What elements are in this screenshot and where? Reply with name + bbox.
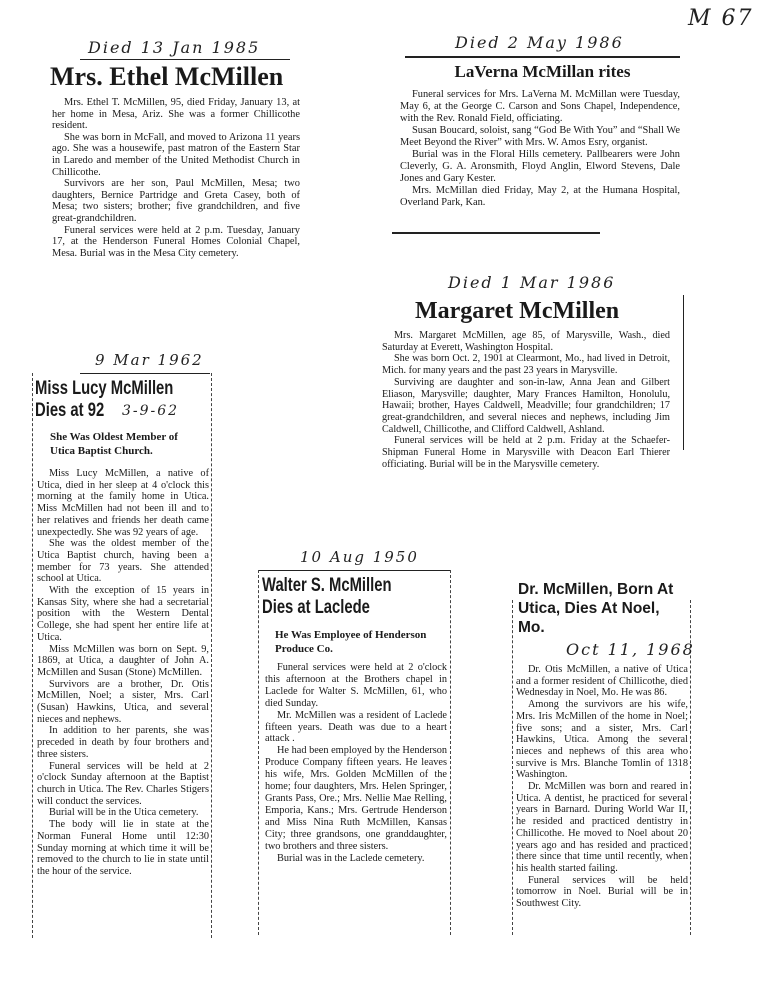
handwritten-date: Oct 11, 1968 bbox=[566, 640, 695, 659]
obituary-title: Mrs. Ethel McMillen bbox=[50, 62, 284, 91]
paragraph: Surviving are daughter and son-in-law, Anna Jean and Gilbert Eliason, Marysville; daughter, Mary Frances Hamilton, Honolulu, Hawaii; brother, Hayes Caldwell, Meadville; four grandchildren; 17 great-grandchildren, and several nieces and nephews, including Jim Caldwell, Chillicothe, and Clifford Caldwell, Ashland. bbox=[382, 376, 670, 435]
obituary-body bbox=[37, 468, 209, 878]
paragraph: Funeral services will be held tomorrow in Noel. Burial will be in Southwest City. bbox=[516, 874, 688, 910]
paragraph: Susan Boucard, soloist, sang “God Be With You” and “Shall We Meet Beyond the River” with Mrs. W. Amos Esry, organist. bbox=[400, 125, 680, 148]
paragraph: She was born in McFall, and moved to Arizona 11 years ago. She was a housewife, past matron of the Eastern Star in Laredo and member of the United Methodist Church in Chillicothe. bbox=[52, 131, 300, 178]
divider bbox=[80, 373, 210, 374]
paragraph: Survivors are a brother, Dr. Otis McMillen, Noel; a sister, Mrs. Carl (Susan) Hawkins, Utica, and several nieces and nephews. bbox=[37, 678, 209, 725]
paragraph: Dr. McMillen was born and reared in Utica. A dentist, he practiced for several years in Barnard. During World War II, he resided and practiced dentistry in Chillicothe. He moved to Noel about 20 years ago and has resided and practiced there since that time until recently, when his health started failing. bbox=[516, 781, 688, 874]
column-border bbox=[32, 373, 33, 938]
paragraph: The body will lie in state at the Norman Funeral Home until 12:30 Sunday morning at which time it will be removed to the church to lie in state until the hour of the service. bbox=[37, 819, 209, 877]
paragraph: Burial was in the Laclede cemetery. bbox=[277, 852, 425, 864]
obituary-subtitle: He Was Employee of Henderson Produce Co. bbox=[275, 629, 427, 655]
paragraph: Funeral services were held at 2 p.m. Tuesday, January 17, at the Henderson Funeral Homes Colonial Chapel, Mesa. Burial was in the Mesa City cemetery. bbox=[52, 224, 300, 259]
column-border bbox=[450, 570, 451, 935]
handwritten-date: 3-9-62 bbox=[122, 403, 180, 419]
title-line: Miss Lucy McMillen bbox=[35, 378, 174, 399]
title-line: Walter S. McMillen bbox=[262, 575, 392, 596]
divider bbox=[258, 570, 450, 571]
handwritten-date: 9 Mar 1962 bbox=[95, 351, 204, 369]
paragraph: Burial will be in the Utica cemetery. bbox=[49, 807, 199, 819]
title-line: Dies at 92 bbox=[35, 400, 105, 421]
paragraph: He had been employed by the Henderson Produce Company fifteen years. He leaves his wife, Mrs. Golden McMillen of the home; four daughters, Mrs. Helen Springer, Grants Pass, Ore.; Mrs. Nellie Mae Relling, Emporia, Kans.; Mrs. Gertrude Henderson and Miss Nina Ruth McMillen, Kansas City; three grandsons, one granddaughter, two brothers and three sisters. bbox=[265, 745, 447, 852]
paragraph: Funeral services were held at 2 o'clock this afternoon at the Brothers chapel in Laclede for Walter S. McMillen, 61, who died Sunday. bbox=[265, 662, 447, 709]
paragraph: Mrs. Margaret McMillen, age 85, of Marysville, Wash., died Saturday at Everett, Washington Hospital. bbox=[382, 330, 670, 353]
handwritten-date: Died 1 Mar 1986 bbox=[448, 273, 616, 292]
handwritten-date: Died 13 Jan 1985 bbox=[88, 38, 261, 57]
divider bbox=[405, 56, 680, 58]
paragraph: Miss Lucy McMillen, a native of Utica, died in her sleep at 4 o'clock this morning at the family home in Utica. Miss McMillen had not been ill and to her relatives and friends her death came unexpectedly. She was 92 years of age. bbox=[37, 468, 209, 538]
obituary-title: Dr. McMillen, Born At Utica, Dies At Noel, Mo. bbox=[518, 581, 674, 636]
paragraph: Burial was in the Floral Hills cemetery. Pallbearers were John Cleverly, G. A. Aronsmith, Floyd Anglin, Elword Stevens, Dale Jones and Gary Kester. bbox=[400, 149, 680, 184]
paragraph: She was the oldest member of the Utica Baptist church, having been a member for 73 years. She attended school at Utica. bbox=[37, 538, 209, 585]
obituary-body bbox=[382, 330, 670, 470]
obituary-subtitle: She Was Oldest Member of Utica Baptist Church. bbox=[50, 431, 178, 457]
obituary-title: Margaret McMillen bbox=[415, 298, 620, 324]
handwritten-date: Died 2 May 1986 bbox=[455, 33, 624, 52]
paragraph: Among the survivors are his wife, Mrs. Iris McMillen of the home in Noel; five sons; and a sister, Mrs. Carl Hawkins, Utica. Among the several nieces and nephews of this area who survive is Mrs. Blanche Tomlin of 1318 Washington. bbox=[516, 699, 688, 781]
paragraph: She was born Oct. 2, 1901 at Clearmont, Mo., had lived in Detroit, Mich. for many years and the past 23 years in Marysville. bbox=[382, 353, 670, 377]
obituary-title bbox=[262, 575, 392, 619]
obituary-body bbox=[516, 664, 688, 910]
title-line: Dies at Laclede bbox=[262, 597, 370, 618]
obituary-title: LaVerna McMillan rites bbox=[454, 62, 631, 81]
obituary-body bbox=[52, 97, 300, 259]
column-border bbox=[512, 600, 513, 935]
page-reference-note: M 67 bbox=[688, 6, 754, 31]
paragraph: Funeral services will be held at 2 p.m. Friday at the Schaefer-Shipman Funeral Home in Marysville with Deacon Earl Thierer officiating. Burial will be in the Marysville cemetery. bbox=[382, 435, 670, 470]
paragraph: Mrs. Ethel T. McMillen, 95, died Friday, January 13, at her home in Mesa, Ariz. She was a former Chillicothe resident. bbox=[52, 97, 300, 132]
paragraph: Miss McMillen was born on Sept. 9, 1869, at Utica, a daughter of John A. McMillen and Susan (Stone) McMillen. bbox=[37, 643, 209, 678]
paragraph: Dr. Otis McMillen, a native of Utica and a former resident of Chillicothe, died Wednesday in Noel, Mo. He was 86. bbox=[516, 664, 688, 699]
obituary-body bbox=[265, 662, 447, 864]
paragraph: Survivors are her son, Paul McMillen, Mesa; two daughters, Bernice Partridge and Greta Casey, both of Mesa; two sisters; brother; five grandchildren, and five great-grandchildren. bbox=[52, 178, 300, 224]
paragraph: Mr. McMillen was a resident of Laclede fifteen years. Death was due to a heart attack . bbox=[265, 709, 447, 745]
column-border bbox=[211, 373, 212, 938]
divider bbox=[392, 232, 600, 234]
paragraph: Mrs. McMillan died Friday, May 2, at the Humana Hospital, Overland Park, Kan. bbox=[400, 185, 680, 208]
paragraph: Funeral services will be held at 2 o'clock Sunday afternoon at the Baptist church in Utica. The Rev. Charles Stigers will conduct the services. bbox=[37, 760, 209, 807]
divider bbox=[80, 59, 290, 60]
divider bbox=[683, 295, 684, 450]
paragraph: With the exception of 15 years in Kansas Sity, where she had a secretarial position with the Western Dental College, she had spent her entire life at Utica. bbox=[37, 585, 209, 643]
column-border bbox=[258, 570, 259, 935]
handwritten-date: 10 Aug 1950 bbox=[300, 548, 419, 566]
obituary-body bbox=[400, 89, 680, 209]
paragraph: In addition to her parents, she was preceded in death by four brothers and three sisters. bbox=[37, 725, 209, 760]
paragraph: Funeral services for Mrs. LaVerna M. McMillan were Tuesday, May 6, at the George C. Carson and Sons Chapel, Independence, with the Rev. Ronald Field, officiating. bbox=[400, 89, 680, 124]
